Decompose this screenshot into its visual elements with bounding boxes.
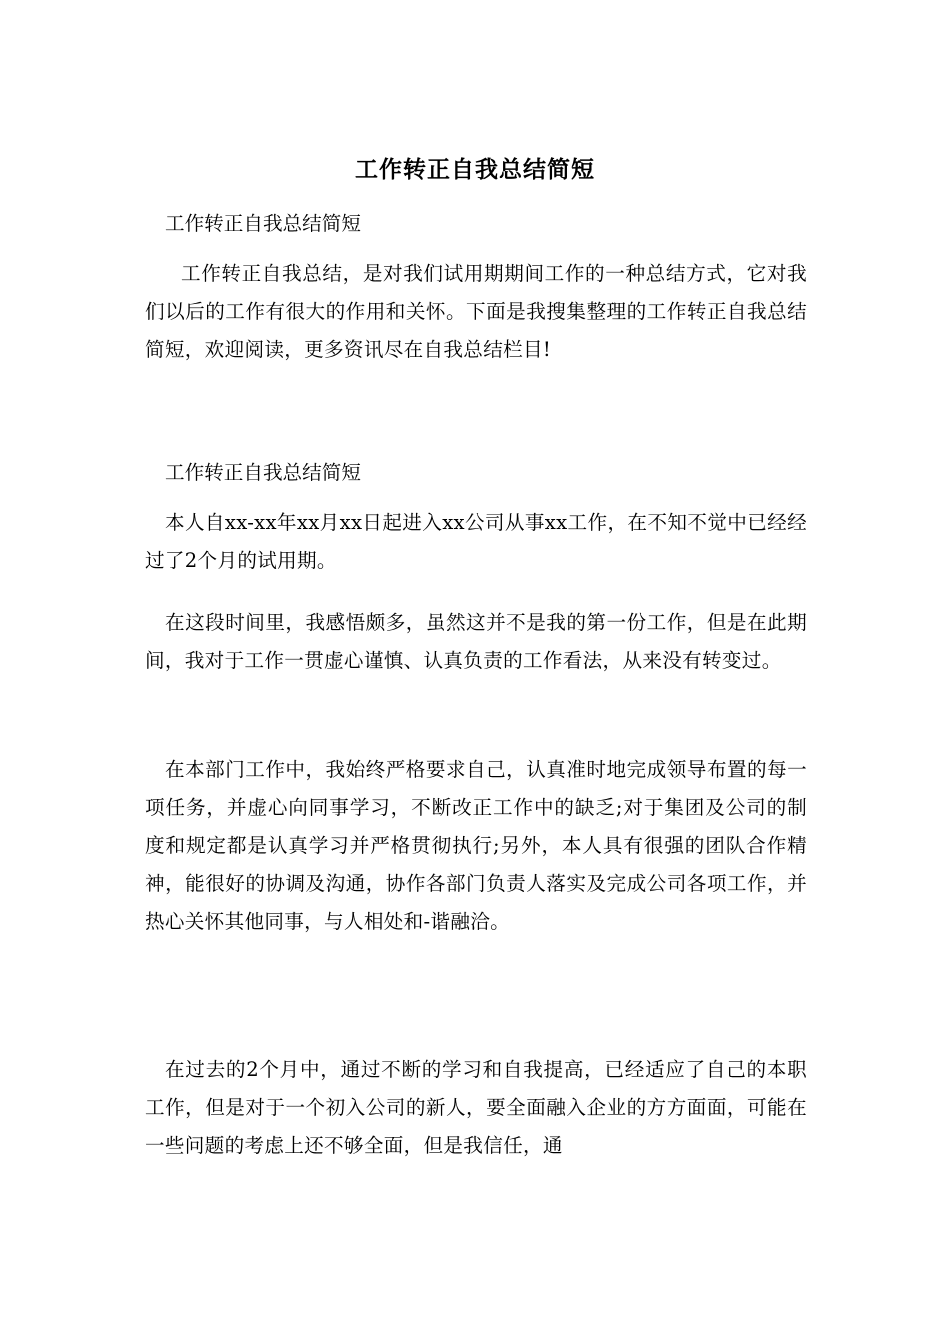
body-paragraph-2: 在这段时间里，我感悟颇多，虽然这并不是我的第一份工作，但是在此期间，我对于工作一贯虚心谨慎、认真负责的工作看法，从来没有转变过。	[145, 611, 807, 672]
section-heading-2: 工作转正自我总结简短	[165, 461, 361, 484]
body-paragraph-1: 本人自xx-xx年xx月xx日起进入xx公司从事xx工作，在不知不觉中已经经过了2个月的试用期。	[145, 511, 807, 572]
intro-paragraph: 工作转正自我总结，是对我们试用期期间工作的一种总结方式，它对我们以后的工作有很大的作用和关怀。下面是我搜集整理的工作转正自我总结简短，欢迎阅读，更多资讯尽在自我总结栏目!	[145, 262, 807, 361]
section-heading-1: 工作转正自我总结简短	[165, 212, 361, 235]
body-paragraph-4: 在过去的2个月中，通过不断的学习和自我提高，已经适应了自己的本职工作，但是对于一个初入公司的新人，要全面融入企业的方方面面，可能在一些问题的考虑上还不够全面，但是我信任，通	[145, 1058, 807, 1157]
body-paragraph-3: 在本部门工作中，我始终严格要求自己，认真准时地完成领导布置的每一项任务，并虚心向同事学习，不断改正工作中的缺乏;对于集团及公司的制度和规定都是认真学习并严格贯彻执行;另外，本人具有很强的团队合作精神，能很好的协调及沟通，协作各部门负责人落实及完成公司各项工作，并热心关怀其他同事，与人相处和-谐融洽。	[145, 758, 807, 933]
document-title: 工作转正自我总结简短	[355, 156, 595, 183]
